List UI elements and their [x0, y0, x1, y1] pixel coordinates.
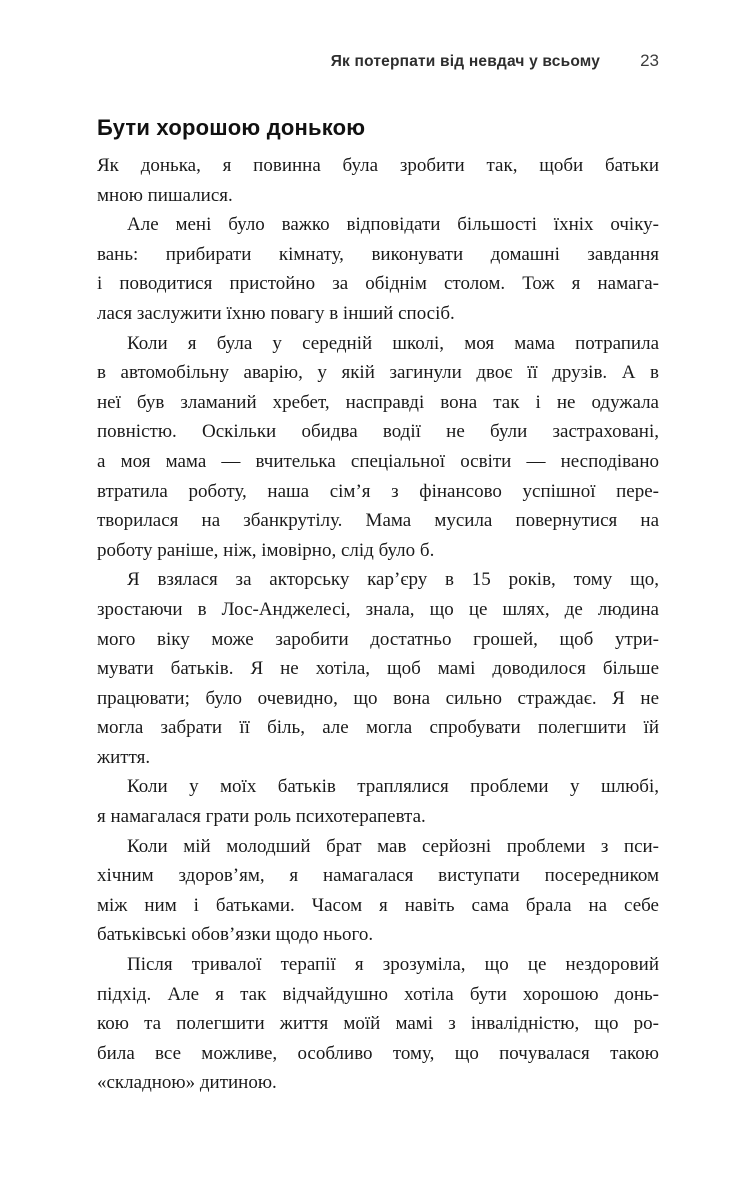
paragraph: [97, 329, 659, 566]
text-line: вань: прибирати кімнату, виконувати домашні завдання: [97, 243, 659, 265]
paragraph: [97, 565, 659, 772]
text-line: хічним здоров’ям, я намагалася виступати посередником: [97, 865, 659, 887]
running-head: [97, 51, 659, 71]
text-line: підхід. Але я так відчайдушно хотіла бути хорошою донь-: [97, 983, 659, 1005]
running-title: Як потерпати від невдач у всьому: [330, 53, 601, 70]
text-line: творилася на збанкрутілу. Мама мусила повернутися на: [97, 510, 659, 532]
text-line: Коли я була у середній школі, моя мама потрапила: [127, 332, 659, 354]
text-line: працювати; було очевидно, що вона сильно страждає. Я не: [97, 687, 659, 709]
paragraph: [97, 950, 659, 1098]
text-line: Після тривалої терапії я зрозуміла, що це нездоровий: [127, 954, 659, 976]
body-text: [97, 151, 659, 1098]
text-line: могла забрати її біль, але могла спробувати полегшити їй: [97, 717, 659, 739]
paragraph: [97, 832, 659, 950]
text-line: лася заслужити їхню повагу в інший спосіб.: [97, 302, 455, 324]
text-line: роботу раніше, ніж, імовірно, слід було б.: [97, 539, 435, 561]
text-line: Коли мій молодший брат мав серйозні проблеми з пси-: [127, 835, 659, 857]
text-line: зростаючи в Лос-Анджелесі, знала, що це шлях, де людина: [97, 598, 659, 620]
text-line: кою та полегшити життя моїй мамі з інвалідністю, що ро-: [97, 1013, 659, 1035]
text-line: і поводитися пристойно за обіднім столом. Тож я намага-: [97, 273, 659, 295]
paragraph: [97, 210, 659, 328]
text-line: життя.: [97, 746, 151, 768]
text-line: батьківські обов’язки щодо нього.: [97, 924, 374, 946]
text-line: мною пишалися.: [97, 184, 233, 206]
text-line: повністю. Оскільки обидва водії не були застраховані,: [97, 421, 659, 443]
paragraph: [97, 772, 659, 831]
text-line: «складною» дитиною.: [97, 1072, 277, 1094]
text-line: мого віку може заробити достатньо грошей, щоб утри-: [97, 628, 659, 650]
text-line: неї був зламаний хребет, насправді вона так і не одужала: [97, 391, 659, 413]
text-line: Але мені було важко відповідати більшості їхніх очіку-: [127, 214, 659, 236]
text-line: втратила роботу, наша сім’я з фінансово успішної пере-: [97, 480, 659, 502]
text-line: мувати батьків. Я не хотіла, щоб мамі доводилося більше: [97, 658, 659, 680]
text-line: Коли у моїх батьків траплялися проблеми у шлюбі,: [127, 776, 659, 798]
paragraph: [97, 151, 659, 210]
text-line: в автомобільну аварію, у якій загинули двоє її друзів. А в: [97, 362, 659, 384]
section-heading: Бути хорошою донькою: [97, 115, 366, 140]
text-line: Як донька, я повинна була зробити так, щоби батьки: [97, 155, 659, 176]
text-line: я намагалася грати роль психотерапевта.: [97, 806, 426, 828]
text-line: а моя мама — вчителька спеціальної освіти — несподівано: [97, 450, 659, 472]
text-line: била все можливе, особливо тому, що почувалася такою: [97, 1042, 659, 1064]
page-number: 23: [640, 51, 659, 70]
text-line: Я взялася за акторську кар’єру в 15 років, тому що,: [127, 569, 659, 591]
text-line: між ним і батьками. Часом я навіть сама брала на себе: [97, 894, 659, 916]
